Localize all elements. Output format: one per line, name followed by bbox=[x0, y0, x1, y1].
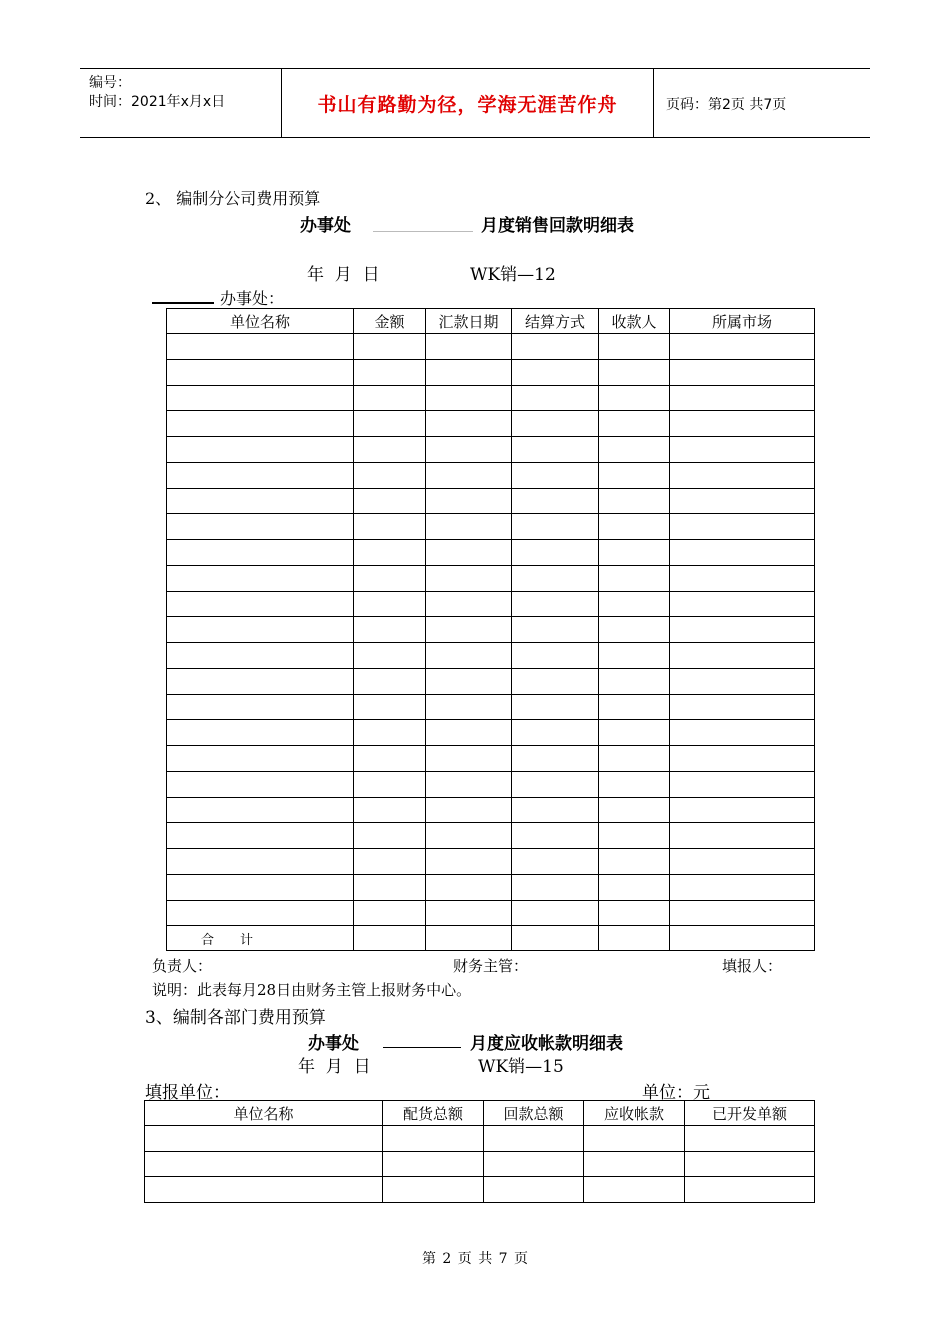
table-cell bbox=[599, 488, 670, 514]
table-cell bbox=[383, 1177, 484, 1203]
currency-unit-label: 单位：元 bbox=[642, 1083, 710, 1103]
table-row bbox=[167, 514, 815, 540]
table-cell bbox=[670, 359, 815, 385]
table-cell bbox=[670, 334, 815, 360]
table-cell bbox=[354, 668, 426, 694]
table-cell bbox=[354, 488, 426, 514]
table-cell bbox=[383, 1126, 484, 1152]
table-cell bbox=[512, 385, 599, 411]
table-row bbox=[167, 540, 815, 566]
table-cell bbox=[167, 849, 354, 875]
table-row bbox=[167, 771, 815, 797]
header-page-cell bbox=[654, 69, 870, 137]
table-cell bbox=[512, 411, 599, 437]
table-cell bbox=[167, 565, 354, 591]
sales-column-header: 汇款日期 bbox=[426, 309, 512, 334]
receivables-column-header: 回款总额 bbox=[484, 1101, 584, 1126]
table-cell bbox=[167, 437, 354, 463]
table-row bbox=[167, 565, 815, 591]
table-cell bbox=[354, 334, 426, 360]
table-cell bbox=[512, 437, 599, 463]
table-cell bbox=[167, 746, 354, 772]
page-footer: 第 2 页 共 7 页 bbox=[421, 1251, 529, 1267]
table-cell bbox=[426, 823, 512, 849]
table-cell bbox=[670, 411, 815, 437]
table-row bbox=[167, 437, 815, 463]
table-cell bbox=[670, 926, 815, 951]
sales-title-prefix: 办事处 bbox=[300, 216, 351, 236]
sales-date-line: 年 月 日 bbox=[307, 265, 380, 285]
table-cell bbox=[512, 488, 599, 514]
signature-finance: 财务主管： bbox=[453, 957, 529, 975]
table-cell bbox=[354, 771, 426, 797]
sales-title: 月度销售回款明细表 bbox=[481, 216, 634, 236]
table-cell bbox=[512, 849, 599, 875]
sales-table-note: 说明：此表每月28日由财务主管上报财务中心。 bbox=[152, 981, 472, 999]
table-cell bbox=[599, 771, 670, 797]
table-cell bbox=[670, 462, 815, 488]
table-cell bbox=[599, 823, 670, 849]
table-cell bbox=[167, 668, 354, 694]
table-cell bbox=[167, 334, 354, 360]
office-name-blank bbox=[373, 231, 473, 232]
table-cell bbox=[354, 565, 426, 591]
table-row bbox=[167, 617, 815, 643]
table-cell bbox=[167, 771, 354, 797]
table-cell bbox=[484, 1151, 584, 1177]
table-cell bbox=[167, 900, 354, 926]
table-cell bbox=[599, 926, 670, 951]
table-cell bbox=[512, 617, 599, 643]
table-cell bbox=[512, 565, 599, 591]
table-cell bbox=[426, 849, 512, 875]
table-cell bbox=[599, 720, 670, 746]
table-cell bbox=[426, 746, 512, 772]
table-cell bbox=[167, 488, 354, 514]
table-cell bbox=[512, 926, 599, 951]
receivables-column-header: 应收帐款 bbox=[584, 1101, 685, 1126]
table-cell bbox=[670, 668, 815, 694]
table-cell bbox=[512, 720, 599, 746]
table-cell bbox=[167, 359, 354, 385]
table-cell bbox=[599, 874, 670, 900]
signature-filler: 填报人： bbox=[722, 957, 783, 975]
table-cell bbox=[354, 643, 426, 669]
table-cell bbox=[670, 514, 815, 540]
table-cell bbox=[599, 591, 670, 617]
table-cell bbox=[426, 694, 512, 720]
table-cell bbox=[599, 643, 670, 669]
table-cell bbox=[354, 385, 426, 411]
receivable-office-blank bbox=[383, 1047, 461, 1048]
table-row bbox=[167, 385, 815, 411]
table-cell bbox=[512, 591, 599, 617]
table-cell bbox=[599, 565, 670, 591]
section-heading-2: 2、 编制分公司费用预算 bbox=[145, 189, 321, 208]
sales-column-header: 金额 bbox=[354, 309, 426, 334]
sales-table-header bbox=[167, 309, 815, 334]
table-cell bbox=[354, 823, 426, 849]
table-cell bbox=[599, 359, 670, 385]
table-cell bbox=[383, 1151, 484, 1177]
table-cell bbox=[670, 849, 815, 875]
table-row bbox=[167, 668, 815, 694]
receivable-title-prefix: 办事处 bbox=[308, 1034, 359, 1054]
table-cell bbox=[512, 694, 599, 720]
table-cell bbox=[354, 617, 426, 643]
table-cell bbox=[354, 720, 426, 746]
table-cell bbox=[512, 874, 599, 900]
table-cell bbox=[512, 797, 599, 823]
receivables-column-header: 配货总额 bbox=[383, 1101, 484, 1126]
table-cell bbox=[670, 565, 815, 591]
document-time-label: 时间：2021年x月x日 bbox=[89, 94, 226, 110]
table-cell bbox=[426, 926, 512, 951]
table-row bbox=[167, 797, 815, 823]
table-cell bbox=[512, 900, 599, 926]
table-cell bbox=[426, 437, 512, 463]
table-cell bbox=[512, 359, 599, 385]
table-row bbox=[167, 488, 815, 514]
section-heading-3: 3、编制各部门费用预算 bbox=[145, 1008, 326, 1028]
table-row bbox=[167, 643, 815, 669]
table-cell bbox=[426, 411, 512, 437]
motto-text: 书山有路勤为径，学海无涯苦作舟 bbox=[317, 94, 618, 116]
sales-column-header: 所属市场 bbox=[670, 309, 815, 334]
table-cell bbox=[426, 874, 512, 900]
table-cell bbox=[599, 746, 670, 772]
office-underline bbox=[152, 302, 214, 304]
table-cell bbox=[670, 385, 815, 411]
sales-total-row bbox=[167, 926, 815, 951]
filing-unit-label: 填报单位： bbox=[145, 1083, 230, 1103]
table-row bbox=[167, 591, 815, 617]
table-cell bbox=[512, 746, 599, 772]
table-row bbox=[167, 823, 815, 849]
table-cell bbox=[167, 385, 354, 411]
header-motto-cell bbox=[282, 69, 654, 137]
table-cell bbox=[354, 900, 426, 926]
table-cell bbox=[354, 437, 426, 463]
table-cell bbox=[512, 334, 599, 360]
table-cell bbox=[512, 462, 599, 488]
table-cell bbox=[426, 385, 512, 411]
table-cell bbox=[426, 514, 512, 540]
document-number-label: 编号： bbox=[89, 75, 131, 91]
table-cell bbox=[354, 591, 426, 617]
table-cell bbox=[512, 514, 599, 540]
table-cell bbox=[167, 591, 354, 617]
table-row bbox=[167, 462, 815, 488]
table-cell bbox=[484, 1177, 584, 1203]
office-label: 办事处： bbox=[220, 289, 285, 308]
table-row bbox=[167, 720, 815, 746]
table-cell bbox=[670, 900, 815, 926]
table-cell bbox=[426, 462, 512, 488]
table-cell bbox=[670, 720, 815, 746]
sales-form-code: WK销—12 bbox=[470, 265, 556, 285]
table-cell bbox=[426, 900, 512, 926]
table-row bbox=[167, 874, 815, 900]
table-cell bbox=[599, 385, 670, 411]
table-cell bbox=[512, 771, 599, 797]
table-cell bbox=[685, 1151, 815, 1177]
table-cell bbox=[512, 643, 599, 669]
table-cell bbox=[670, 540, 815, 566]
table-row bbox=[167, 900, 815, 926]
table-cell bbox=[167, 643, 354, 669]
table-cell bbox=[145, 1177, 383, 1203]
table-cell bbox=[599, 797, 670, 823]
table-cell bbox=[670, 617, 815, 643]
table-cell bbox=[484, 1126, 584, 1152]
table-cell bbox=[354, 462, 426, 488]
table-cell bbox=[599, 462, 670, 488]
signature-responsible: 负责人： bbox=[152, 957, 213, 975]
receivables-column-header: 单位名称 bbox=[145, 1101, 383, 1126]
receivable-title: 月度应收帐款明细表 bbox=[470, 1034, 623, 1054]
table-row bbox=[145, 1177, 815, 1203]
sales-column-header: 收款人 bbox=[599, 309, 670, 334]
table-cell bbox=[426, 617, 512, 643]
receivables-table-header bbox=[145, 1101, 815, 1126]
header-meta-cell bbox=[80, 69, 282, 137]
table-cell bbox=[670, 746, 815, 772]
table-cell bbox=[670, 437, 815, 463]
table-cell bbox=[167, 411, 354, 437]
table-row bbox=[167, 334, 815, 360]
table-cell bbox=[426, 668, 512, 694]
table-cell bbox=[426, 540, 512, 566]
table-cell bbox=[354, 849, 426, 875]
table-row bbox=[145, 1126, 815, 1152]
table-cell bbox=[599, 694, 670, 720]
table-cell bbox=[354, 874, 426, 900]
table-cell bbox=[354, 359, 426, 385]
table-cell bbox=[584, 1126, 685, 1152]
table-cell bbox=[685, 1177, 815, 1203]
table-cell bbox=[145, 1126, 383, 1152]
sales-column-header: 单位名称 bbox=[167, 309, 354, 334]
table-row bbox=[167, 746, 815, 772]
table-cell bbox=[670, 488, 815, 514]
table-cell bbox=[584, 1177, 685, 1203]
table-cell bbox=[670, 874, 815, 900]
table-cell bbox=[167, 694, 354, 720]
table-cell bbox=[354, 514, 426, 540]
table-cell bbox=[167, 540, 354, 566]
table-cell bbox=[426, 797, 512, 823]
table-cell bbox=[670, 643, 815, 669]
table-cell bbox=[670, 797, 815, 823]
table-cell bbox=[599, 540, 670, 566]
table-cell bbox=[599, 617, 670, 643]
table-row bbox=[167, 411, 815, 437]
table-cell bbox=[426, 720, 512, 746]
receivable-form-code: WK销—15 bbox=[478, 1057, 564, 1077]
table-cell bbox=[584, 1151, 685, 1177]
table-cell bbox=[426, 334, 512, 360]
table-cell bbox=[670, 823, 815, 849]
page-header bbox=[80, 68, 870, 138]
table-cell bbox=[599, 514, 670, 540]
table-cell bbox=[599, 334, 670, 360]
table-cell bbox=[167, 797, 354, 823]
table-cell bbox=[167, 462, 354, 488]
table-row bbox=[167, 694, 815, 720]
table-cell bbox=[512, 668, 599, 694]
table-cell bbox=[599, 411, 670, 437]
table-cell bbox=[599, 437, 670, 463]
table-cell bbox=[354, 926, 426, 951]
table-cell bbox=[354, 694, 426, 720]
table-cell bbox=[354, 797, 426, 823]
receivables-column-header: 已开发单额 bbox=[685, 1101, 815, 1126]
table-cell bbox=[426, 359, 512, 385]
total-label: 合 计 bbox=[167, 926, 354, 951]
table-cell bbox=[354, 411, 426, 437]
table-cell bbox=[167, 617, 354, 643]
table-cell bbox=[426, 591, 512, 617]
table-cell bbox=[426, 643, 512, 669]
table-cell bbox=[426, 565, 512, 591]
table-cell bbox=[426, 771, 512, 797]
table-row bbox=[167, 849, 815, 875]
table-cell bbox=[685, 1126, 815, 1152]
table-cell bbox=[599, 900, 670, 926]
table-cell bbox=[354, 540, 426, 566]
table-cell bbox=[670, 771, 815, 797]
table-cell bbox=[426, 488, 512, 514]
table-cell bbox=[599, 849, 670, 875]
receivables-table bbox=[144, 1100, 815, 1203]
table-cell bbox=[354, 746, 426, 772]
table-row bbox=[167, 359, 815, 385]
table-cell bbox=[670, 694, 815, 720]
sales-column-header: 结算方式 bbox=[512, 309, 599, 334]
table-cell bbox=[167, 823, 354, 849]
table-cell bbox=[167, 720, 354, 746]
table-cell bbox=[145, 1151, 383, 1177]
table-cell bbox=[512, 540, 599, 566]
header-page-number: 页码：第2页 共7页 bbox=[666, 97, 787, 113]
table-cell bbox=[670, 591, 815, 617]
receivable-date-line: 年 月 日 bbox=[298, 1057, 371, 1077]
table-cell bbox=[599, 668, 670, 694]
sales-remittance-table bbox=[166, 308, 815, 951]
table-cell bbox=[512, 823, 599, 849]
table-cell bbox=[167, 874, 354, 900]
table-row bbox=[145, 1151, 815, 1177]
table-cell bbox=[167, 514, 354, 540]
